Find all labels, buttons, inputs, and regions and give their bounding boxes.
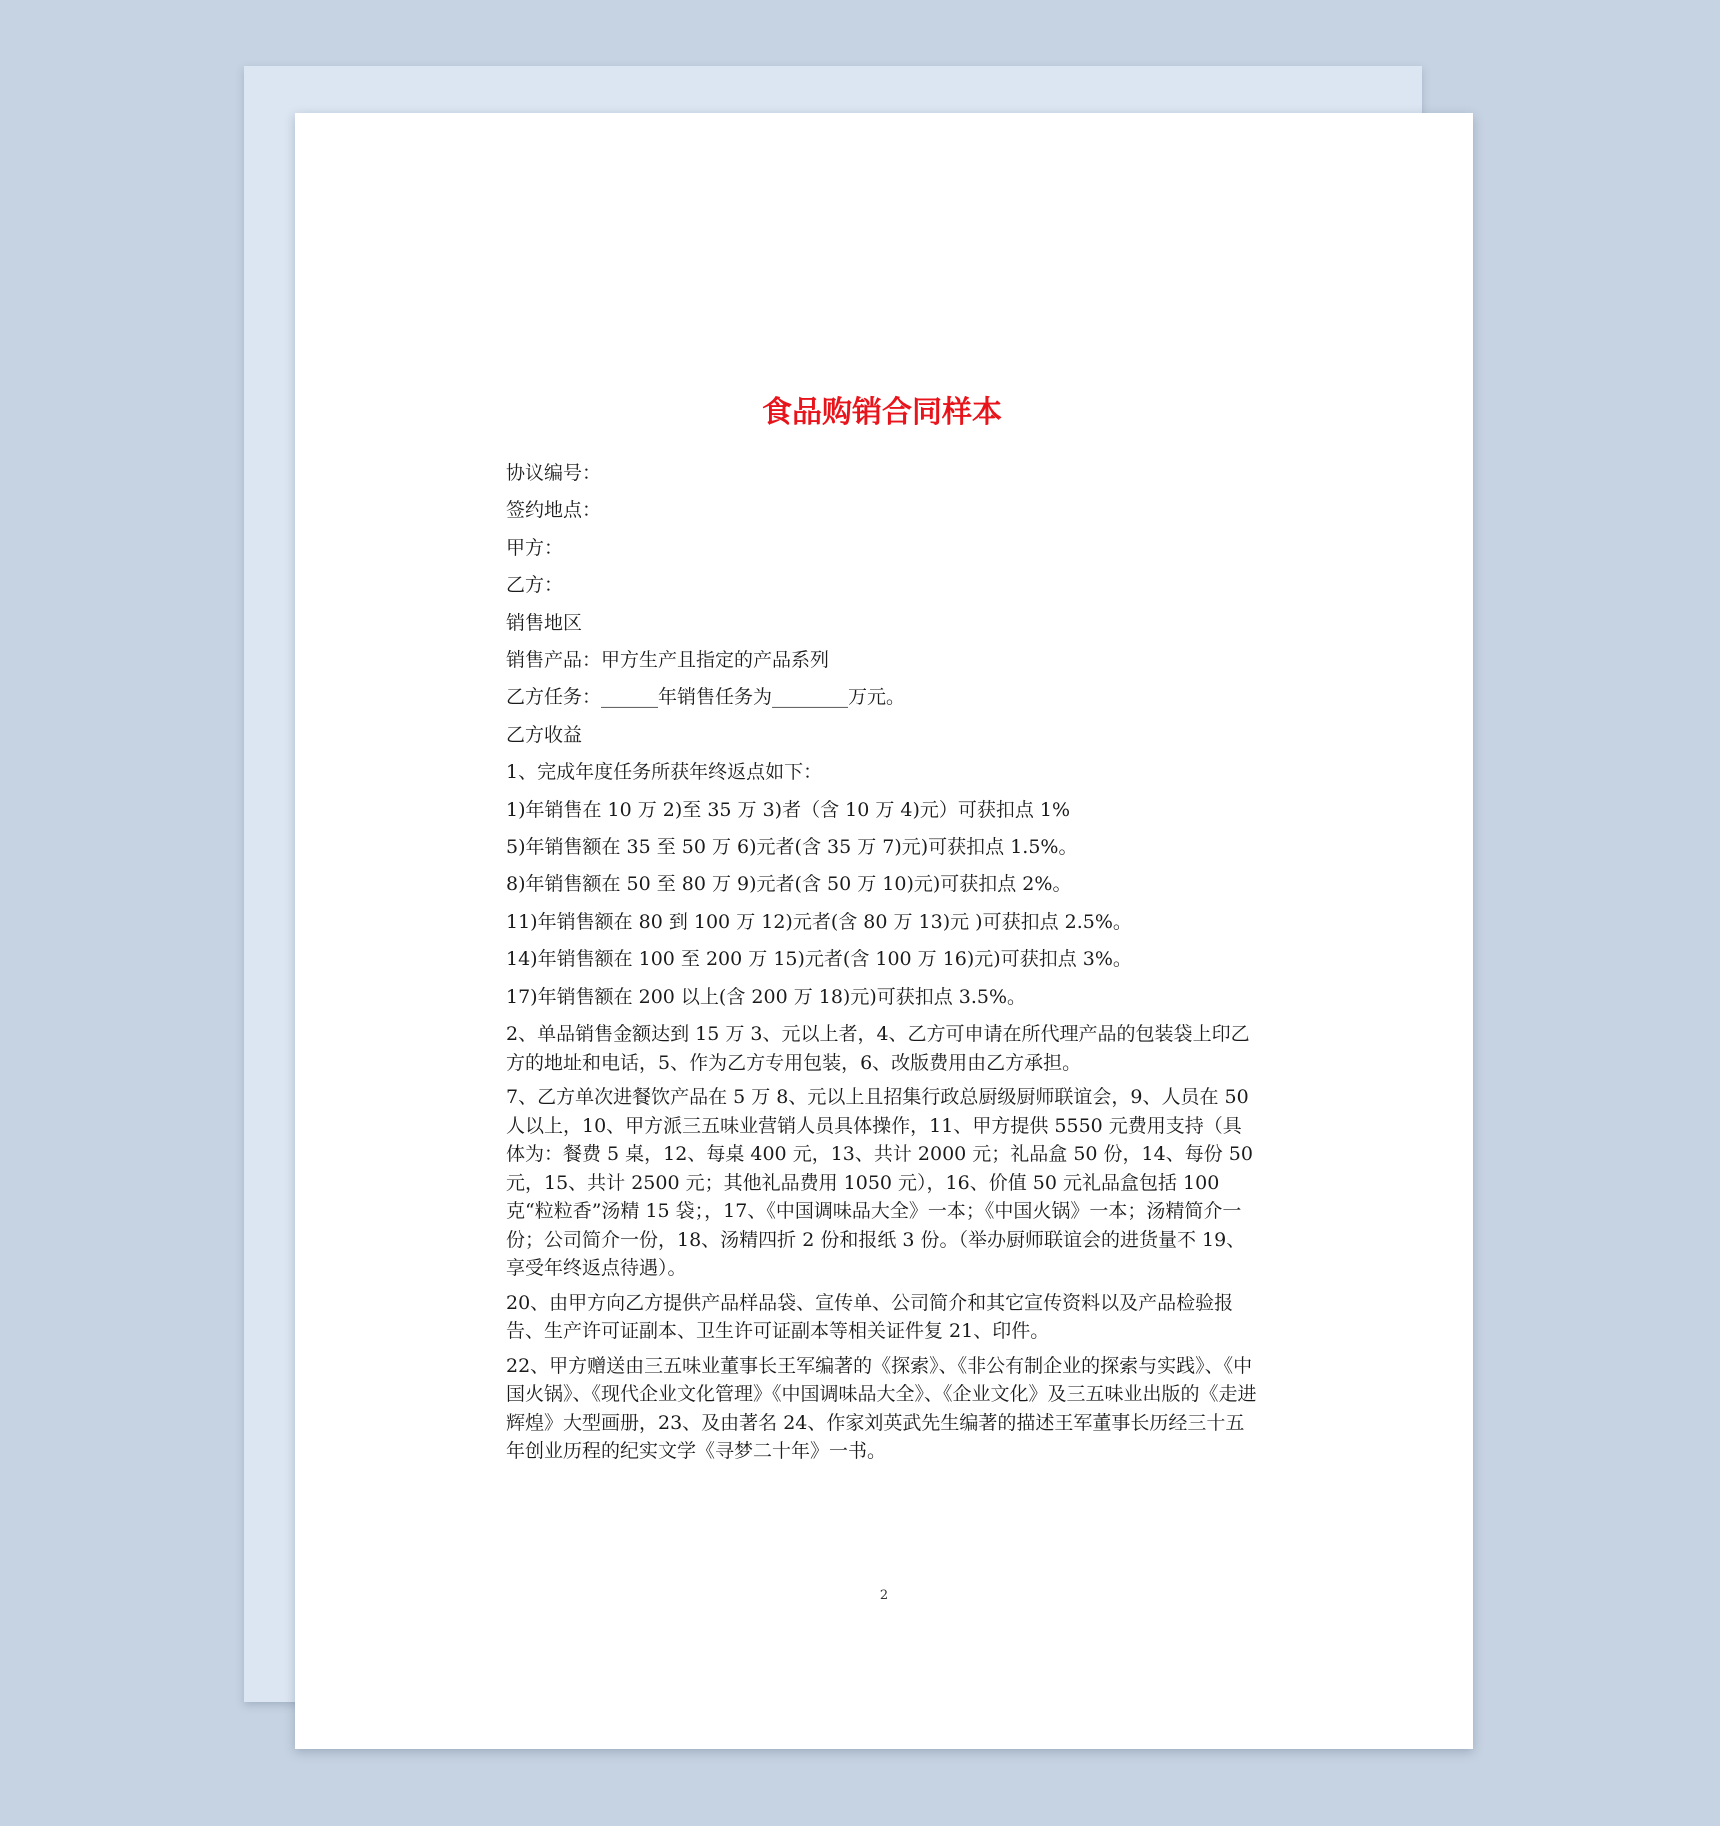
clause-paragraph: 2、单品销售金额达到 15 万 3、元以上者，4、乙方可申请在所代理产品的包装袋上印乙方的地址和电话，5、作为乙方专用包装，6、改版费用由乙方承担。 <box>506 1023 1250 1074</box>
rebate-heading: 1、完成年度任务所获年终返点如下： <box>506 761 823 784</box>
field-sales-products: 销售产品：甲方生产且指定的产品系列 <box>506 649 830 672</box>
clause-paragraph: 22、甲方赠送由三五味业董事长王军编著的《探索》、《非公有制企业的探索与实践》、《中国火锅》、《现代企业文化管理》《中国调味品大全》、《企业文化》及三五味业出版的《走进辉煌》大型画册，23、及由著名 24、作家刘英武先生编著的描述王军董事长历经三十五年创业历程的纪实文学《寻梦二十年》一书。 <box>506 1354 1257 1463</box>
field-agreement-number: 协议编号： <box>506 462 602 484</box>
field-party-a: 甲方： <box>506 536 564 559</box>
document-page <box>295 113 1473 1749</box>
rebate-line: 5)年销售额在 35 至 50 万 6)元者(含 35 万 7)元)可获扣点 1.5%。 <box>506 836 1078 859</box>
field-party-b: 乙方： <box>506 574 564 597</box>
clause-paragraph: 7、乙方单次进餐饮产品在 5 万 8、元以上且招集行政总厨级厨师联谊会，9、人员在 50 人以上，10、甲方派三五味业营销人员具体操作，11、甲方提供 5550 元费用支持（具体为：餐费 5 桌，12、每桌 400 元，13、共计 2000 元；礼品盒 50 份，14、每份 50 元，15、共计 2500 元；其他礼品费用 1050 元），16、价值 50 元礼品盒包括 100 克“粒粒香”汤精 15 袋；，17、《中国调味品大全》一本；《中国火锅》一本；汤精简介一份；公司简介一份，18、汤精四折 2 份和报纸 3 份。（举办厨师联谊会的进货量不 19、享受年终返点待遇）。 <box>506 1086 1253 1280</box>
rebate-line: 11)年销售额在 80 到 100 万 12)元者(含 80 万 13)元 )可获扣点 2.5%。 <box>506 910 1132 933</box>
document-body <box>506 393 1258 1472</box>
field-signing-place: 签约地点： <box>506 499 602 522</box>
rebate-line: 1)年销售在 10 万 2)至 35 万 3)者（含 10 万 4)元）可获扣点 1% <box>506 798 1071 821</box>
field-party-b-income: 乙方收益 <box>506 723 583 746</box>
rebate-line: 14)年销售额在 100 至 200 万 15)元者(含 100 万 16)元)可获扣点 3%。 <box>506 948 1132 971</box>
rebate-line: 8)年销售额在 50 至 80 万 9)元者(含 50 万 10)元)可获扣点 2%。 <box>506 873 1072 896</box>
document-title: 食品购销合同样本 <box>762 395 1002 430</box>
rebate-line: 17)年销售额在 200 以上(含 200 万 18)元)可获扣点 3.5%。 <box>506 985 1027 1008</box>
page-number: 2 <box>879 1588 889 1603</box>
clause-paragraph: 20、由甲方向乙方提供产品样品袋、宣传单、公司简介和其它宣传资料以及产品检验报告、生产许可证副本、卫生许可证副本等相关证件复 21、印件。 <box>506 1291 1234 1343</box>
field-party-b-task: 乙方任务：______年销售任务为________万元。 <box>506 686 906 709</box>
field-sales-region: 销售地区 <box>506 611 583 634</box>
